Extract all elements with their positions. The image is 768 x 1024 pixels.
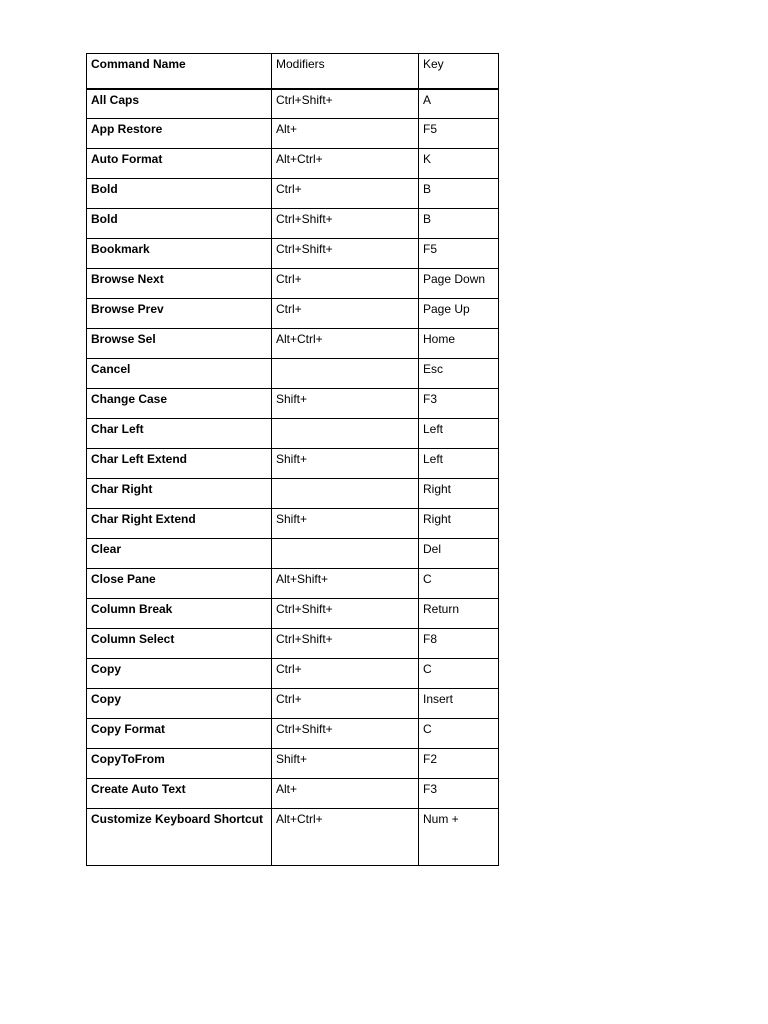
table-row (87, 719, 499, 749)
cell-command-name: Browse Prev (87, 299, 272, 329)
cell-command-name: Column Select (87, 629, 272, 659)
cell-command-name: Change Case (87, 389, 272, 419)
cell-modifiers (272, 539, 419, 569)
header-modifiers: Modifiers (272, 54, 419, 89)
cell-modifiers: Ctrl+ (272, 659, 419, 689)
table-row (87, 809, 499, 866)
cell-command-name: Char Left Extend (87, 449, 272, 479)
cell-command-name: Char Right Extend (87, 509, 272, 539)
cell-modifiers (272, 359, 419, 389)
table-row (87, 779, 499, 809)
cell-command-name: Char Left (87, 419, 272, 449)
cell-command-name: Auto Format (87, 149, 272, 179)
table-row (87, 599, 499, 629)
cell-command-name: Browse Next (87, 269, 272, 299)
cell-key: Del (419, 539, 499, 569)
cell-command-name: Clear (87, 539, 272, 569)
cell-command-name: CopyToFrom (87, 749, 272, 779)
cell-modifiers: Shift+ (272, 509, 419, 539)
cell-key: Esc (419, 359, 499, 389)
cell-key: Right (419, 509, 499, 539)
table-row (87, 659, 499, 689)
cell-command-name: Browse Sel (87, 329, 272, 359)
table-body (87, 54, 499, 866)
table-row (87, 629, 499, 659)
cell-modifiers: Ctrl+ (272, 689, 419, 719)
keyboard-shortcuts-table (86, 53, 499, 866)
cell-command-name: Copy (87, 659, 272, 689)
cell-key: C (419, 569, 499, 599)
cell-key: B (419, 209, 499, 239)
cell-key: Num + (419, 809, 499, 866)
cell-key: Return (419, 599, 499, 629)
table-row (87, 419, 499, 449)
cell-key: C (419, 659, 499, 689)
cell-modifiers: Alt+Ctrl+ (272, 329, 419, 359)
cell-command-name: Bold (87, 179, 272, 209)
cell-key: B (419, 179, 499, 209)
cell-modifiers: Ctrl+Shift+ (272, 239, 419, 269)
cell-command-name: Close Pane (87, 569, 272, 599)
cell-modifiers: Alt+Ctrl+ (272, 809, 419, 866)
header-command-name: Command Name (87, 54, 272, 89)
table-row (87, 119, 499, 149)
table-row (87, 449, 499, 479)
cell-command-name: All Caps (87, 89, 272, 119)
cell-command-name: Bold (87, 209, 272, 239)
table-row (87, 359, 499, 389)
cell-modifiers: Alt+ (272, 119, 419, 149)
cell-modifiers: Alt+Shift+ (272, 569, 419, 599)
cell-key: C (419, 719, 499, 749)
table-header-row (87, 54, 499, 89)
cell-modifiers: Ctrl+Shift+ (272, 629, 419, 659)
cell-key: F5 (419, 239, 499, 269)
cell-modifiers: Ctrl+Shift+ (272, 599, 419, 629)
table-row (87, 239, 499, 269)
cell-key: F3 (419, 389, 499, 419)
cell-modifiers: Ctrl+Shift+ (272, 89, 419, 119)
cell-modifiers: Shift+ (272, 449, 419, 479)
table-row (87, 179, 499, 209)
table-row (87, 569, 499, 599)
table-row (87, 269, 499, 299)
table-row (87, 329, 499, 359)
cell-command-name: Customize Keyboard Shortcut (87, 809, 272, 866)
cell-key: K (419, 149, 499, 179)
cell-key: Right (419, 479, 499, 509)
table-row (87, 539, 499, 569)
table-row (87, 389, 499, 419)
cell-key: F2 (419, 749, 499, 779)
cell-command-name: Bookmark (87, 239, 272, 269)
cell-command-name: Copy (87, 689, 272, 719)
cell-command-name: Cancel (87, 359, 272, 389)
cell-key: Insert (419, 689, 499, 719)
cell-key: Page Up (419, 299, 499, 329)
cell-command-name: Column Break (87, 599, 272, 629)
cell-modifiers (272, 419, 419, 449)
cell-modifiers: Alt+Ctrl+ (272, 149, 419, 179)
header-key: Key (419, 54, 499, 89)
cell-command-name: App Restore (87, 119, 272, 149)
table-row (87, 689, 499, 719)
table-row (87, 209, 499, 239)
table-row (87, 149, 499, 179)
cell-modifiers (272, 479, 419, 509)
cell-key: F5 (419, 119, 499, 149)
cell-command-name: Char Right (87, 479, 272, 509)
table-row (87, 479, 499, 509)
cell-key: A (419, 89, 499, 119)
cell-modifiers: Shift+ (272, 749, 419, 779)
cell-modifiers: Shift+ (272, 389, 419, 419)
table-row (87, 89, 499, 119)
cell-modifiers: Ctrl+Shift+ (272, 209, 419, 239)
table-row (87, 749, 499, 779)
cell-key: F3 (419, 779, 499, 809)
cell-command-name: Create Auto Text (87, 779, 272, 809)
table-row (87, 509, 499, 539)
cell-modifiers: Ctrl+ (272, 179, 419, 209)
cell-modifiers: Ctrl+ (272, 299, 419, 329)
cell-key: Left (419, 449, 499, 479)
cell-key: Home (419, 329, 499, 359)
cell-modifiers: Ctrl+ (272, 269, 419, 299)
table-row (87, 299, 499, 329)
cell-modifiers: Ctrl+Shift+ (272, 719, 419, 749)
cell-key: F8 (419, 629, 499, 659)
cell-key: Left (419, 419, 499, 449)
cell-command-name: Copy Format (87, 719, 272, 749)
cell-modifiers: Alt+ (272, 779, 419, 809)
cell-key: Page Down (419, 269, 499, 299)
